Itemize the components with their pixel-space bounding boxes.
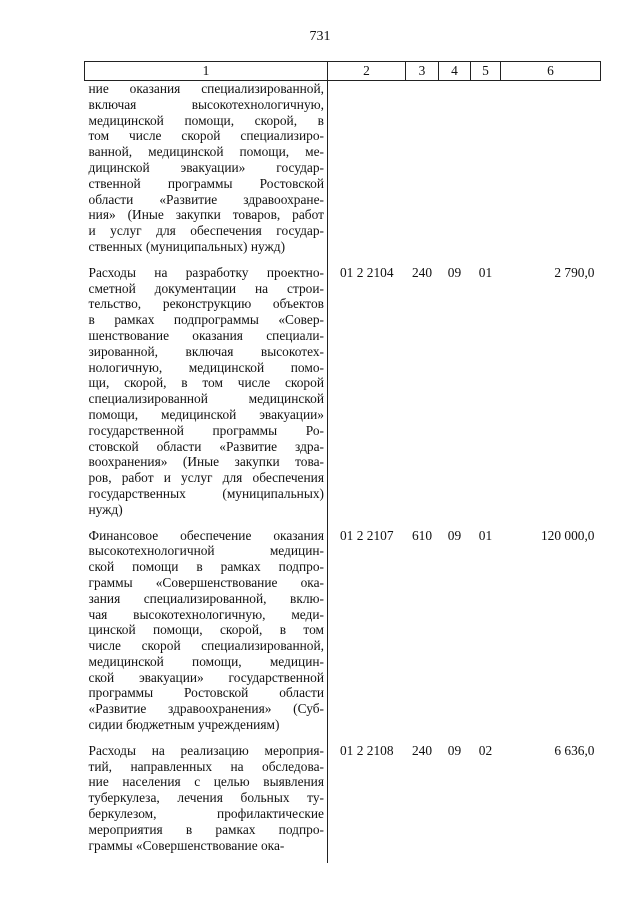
description-line: тий, направленных на обследова-	[88, 758, 324, 774]
table-row	[85, 528, 601, 743]
description-line: «Развитие здравоохранения» (Суб-	[88, 701, 324, 717]
page-number: 731	[309, 29, 331, 44]
description-line: сидии бюджетным учреждениям)	[88, 717, 280, 733]
column-header-6: 6	[501, 62, 601, 81]
description-line: государственной программы Ро-	[88, 422, 324, 438]
description-line: Расходы на разработку проектно-	[88, 264, 324, 280]
item-description	[85, 265, 328, 528]
subsection-code	[471, 81, 501, 265]
item-description	[85, 81, 328, 265]
description-line: воохранения» (Иные закупки това-	[88, 454, 324, 470]
subsection-code: 01	[478, 264, 493, 280]
item-description	[85, 743, 328, 864]
description-line: помощи, медицинской эвакуации»	[88, 406, 324, 422]
description-line: программы Ростовской области	[88, 685, 324, 701]
expense-type-code: 240	[411, 264, 433, 280]
table-body	[85, 81, 601, 864]
description-line: беркулезом, профилактические	[88, 806, 324, 822]
target-article-code	[328, 81, 406, 265]
description-line: сметной документации на строи-	[88, 280, 324, 296]
description-line: зированной, включая высокотех-	[88, 343, 324, 359]
target-article-code: 01 2 2104	[339, 264, 394, 280]
description-line: Расходы на реализацию мероприя-	[88, 742, 324, 758]
amount-value	[501, 81, 601, 265]
description-line: тельство, реконструкцию объектов	[88, 296, 324, 312]
description-line: цинской помощи, скорой, в том	[88, 622, 324, 638]
section-code: 09	[447, 264, 462, 280]
description-line: ственной программы Ростовской	[88, 175, 324, 191]
description-line: медицинской помощи, скорой, в	[88, 112, 324, 128]
description-line: включая высокотехнологичную,	[88, 96, 324, 112]
description-line: специализированной медицинской	[88, 391, 324, 407]
description-line: щи, скорой, в том числе скорой	[88, 375, 324, 391]
expense-type-code	[406, 81, 439, 265]
amount-value: 6 636,0	[554, 742, 595, 758]
description-line: нужд)	[88, 501, 123, 517]
section-code	[439, 81, 471, 265]
subsection-code: 01	[478, 527, 493, 543]
description-line: шенствование оказания специали-	[88, 327, 324, 343]
budget-table	[84, 61, 601, 863]
column-header-1: 1	[85, 62, 328, 81]
description-line: в рамках подпрограммы «Совер-	[88, 312, 324, 328]
description-line: ния» (Иные закупки товаров, работ	[88, 207, 324, 223]
description-line: чая высокотехнологичную, меди-	[88, 606, 324, 622]
description-line: медицинской помощи, медицин-	[88, 653, 324, 669]
description-line: высокотехнологичной медицин-	[88, 543, 324, 559]
section-code: 09	[447, 527, 462, 543]
description-line: ской помощи в рамках подпро-	[88, 559, 324, 575]
target-article-code: 01 2 2107	[339, 527, 394, 543]
description-line: дицинской эвакуации» государ-	[88, 159, 324, 175]
description-line: стовской области «Развитие здра-	[88, 438, 324, 454]
description-line: числе скорой специализированной,	[88, 638, 324, 654]
description-line: и услуг для обеспечения государ-	[88, 223, 324, 239]
column-header-4: 4	[439, 62, 471, 81]
description-line: области «Развитие здравоохране-	[88, 191, 324, 207]
amount-value: 2 790,0	[554, 264, 595, 280]
description-line: туберкулеза, лечения больных ту-	[88, 790, 324, 806]
description-line: мероприятия в рамках подпро-	[88, 821, 324, 837]
description-line: ской эвакуации» государственной	[88, 669, 324, 685]
description-line: нологичную, медицинской помо-	[88, 359, 324, 375]
description-line: ванной, медицинской помощи, ме-	[88, 144, 324, 160]
description-line: ров, работ и услуг для обеспечения	[88, 470, 324, 486]
description-line: граммы «Совершенствование ока-	[88, 574, 324, 590]
description-line: том числе скорой специализиро-	[88, 128, 324, 144]
description-line: зания специализированной, вклю-	[88, 590, 324, 606]
description-line: ственных (муниципальных) нужд)	[88, 238, 286, 254]
amount-value: 120 000,0	[540, 527, 595, 543]
table-row	[85, 81, 601, 265]
target-article-code: 01 2 2108	[339, 742, 394, 758]
description-line: граммы «Совершенствование ока-	[88, 837, 285, 853]
expense-type-code: 610	[411, 527, 433, 543]
table-row	[85, 743, 601, 864]
column-header-2: 2	[328, 62, 406, 81]
description-line: государственных (муниципальных)	[88, 485, 324, 501]
column-header-3: 3	[406, 62, 439, 81]
table-row	[85, 265, 601, 528]
description-line: Финансовое обеспечение оказания	[88, 527, 324, 543]
item-description	[85, 528, 328, 743]
expense-type-code: 240	[411, 742, 433, 758]
description-line: ние оказания специализированной,	[88, 81, 324, 96]
header-row	[85, 62, 601, 81]
column-header-5: 5	[471, 62, 501, 81]
section-code: 09	[447, 742, 462, 758]
description-line: ние населения с целью выявления	[88, 774, 324, 790]
subsection-code: 02	[478, 742, 493, 758]
